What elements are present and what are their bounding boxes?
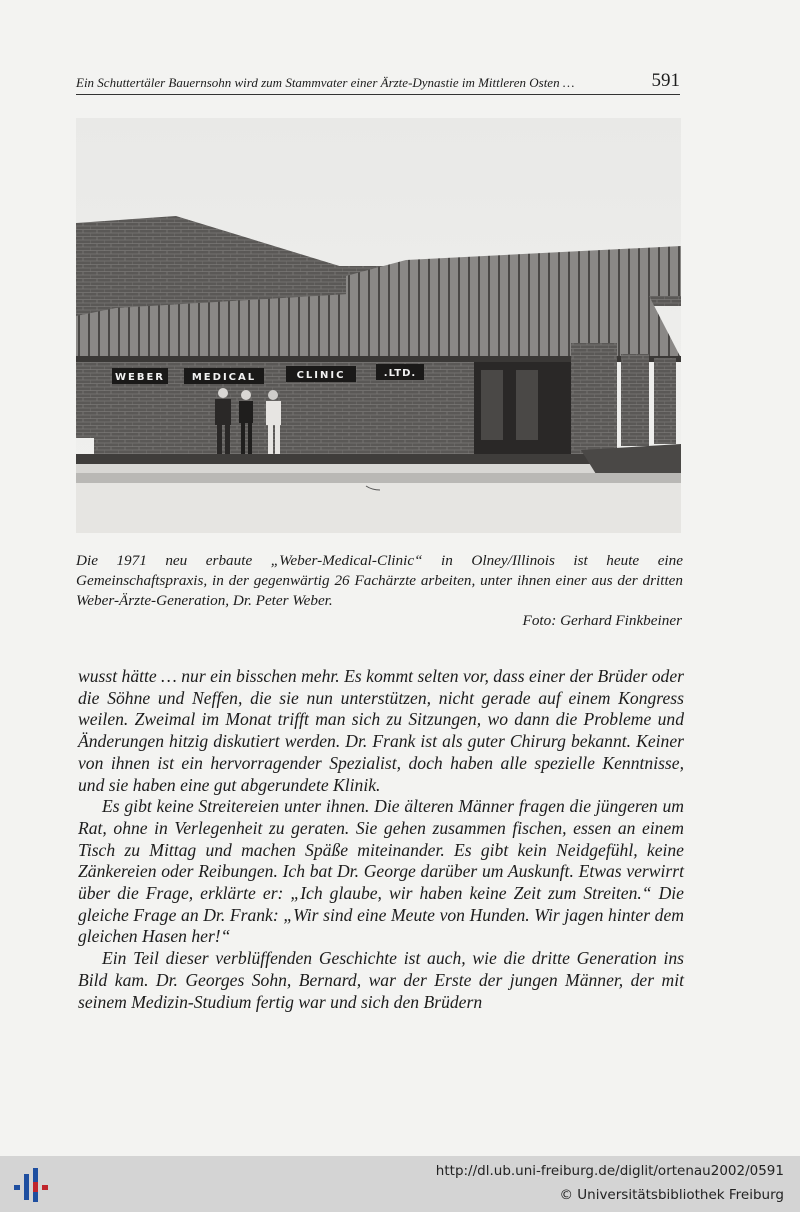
paragraph: Es gibt keine Streitereien unter ihnen. Die älteren Männer fragen die jüngeren um Rat, ohne in Verlegenheit zu geraten. Sie gehen zusammen fischen, essen an einem Tisch zu Mittag und machen Späße miteinander. Es gibt kein Neidgefühl, keine Zänkereien oder Reibungen. Ich bat Dr. George darüber um Auskunft. Etwas verwirrt über die Frage, erklärte er: „Ich glaube, wir haben keine Zeit zum Streiten.“ Die gleiche Frage an Dr. Frank: „Wir sind eine Meute von Hunden. Wir jagen hinter dem gleichen Hasen her!“: [78, 796, 684, 947]
library-footer: [0, 1156, 800, 1212]
sign-word-1: WEBER: [114, 372, 166, 383]
page-number: 591: [651, 70, 680, 91]
photo-caption: Die 1971 neu erbaute „Weber-Medical-Clinic“ in Olney/Illinois ist heute eine Gemeinschaftspraxis, in der gegenwärtig 26 Fachärzte arbeiten, unter ihnen einer aus der dritten Weber-Ärzte-Generation, Dr. Peter Weber.: [76, 552, 683, 609]
sign-word-3: CLINIC: [296, 370, 346, 381]
photo-credit: Foto: Gerhard Finkbeiner: [522, 612, 682, 629]
sign-word-4: .LTD.: [383, 368, 417, 379]
copyright-notice: © Universitätsbibliothek Freiburg: [559, 1187, 784, 1203]
running-head: [76, 70, 680, 95]
running-title: Ein Schuttertäler Bauernsohn wird zum Stammvater einer Ärzte-Dynastie im Mittleren Osten …: [76, 75, 575, 90]
clinic-photo: [76, 118, 681, 533]
paragraph: wusst hätte … nur ein bisschen mehr. Es kommt selten vor, dass einer der Brüder oder die Söhne und Neffen, die sie nun unterstützen, nicht gerade auf einem Kongress weilen. Zweimal im Monat trifft man sich zu Sitzungen, wo dann die Probleme und Änderungen hitzig diskutiert werden. Dr. Frank ist als guter Chirurg bekannt. Keiner von ihnen ist ein hervorragender Spezialist, doch haben alle spezielle Kenntnisse, und sie haben eine gut abgerundete Klinik.: [78, 666, 684, 795]
library-logo-icon: [10, 1164, 54, 1204]
paragraph: Ein Teil dieser verblüffenden Geschichte ist auch, wie die dritte Generation ins Bild kam. Dr. Georges Sohn, Bernard, war der Erste der jungen Männer, der mit seinem Medizin-Studium fertig war und sich den Brüdern: [78, 948, 684, 1012]
source-url[interactable]: http://dl.ub.uni-freiburg.de/diglit/ortenau2002/0591: [435, 1163, 784, 1179]
body-text: [78, 666, 684, 1013]
sign-word-2: MEDICAL: [191, 372, 257, 383]
